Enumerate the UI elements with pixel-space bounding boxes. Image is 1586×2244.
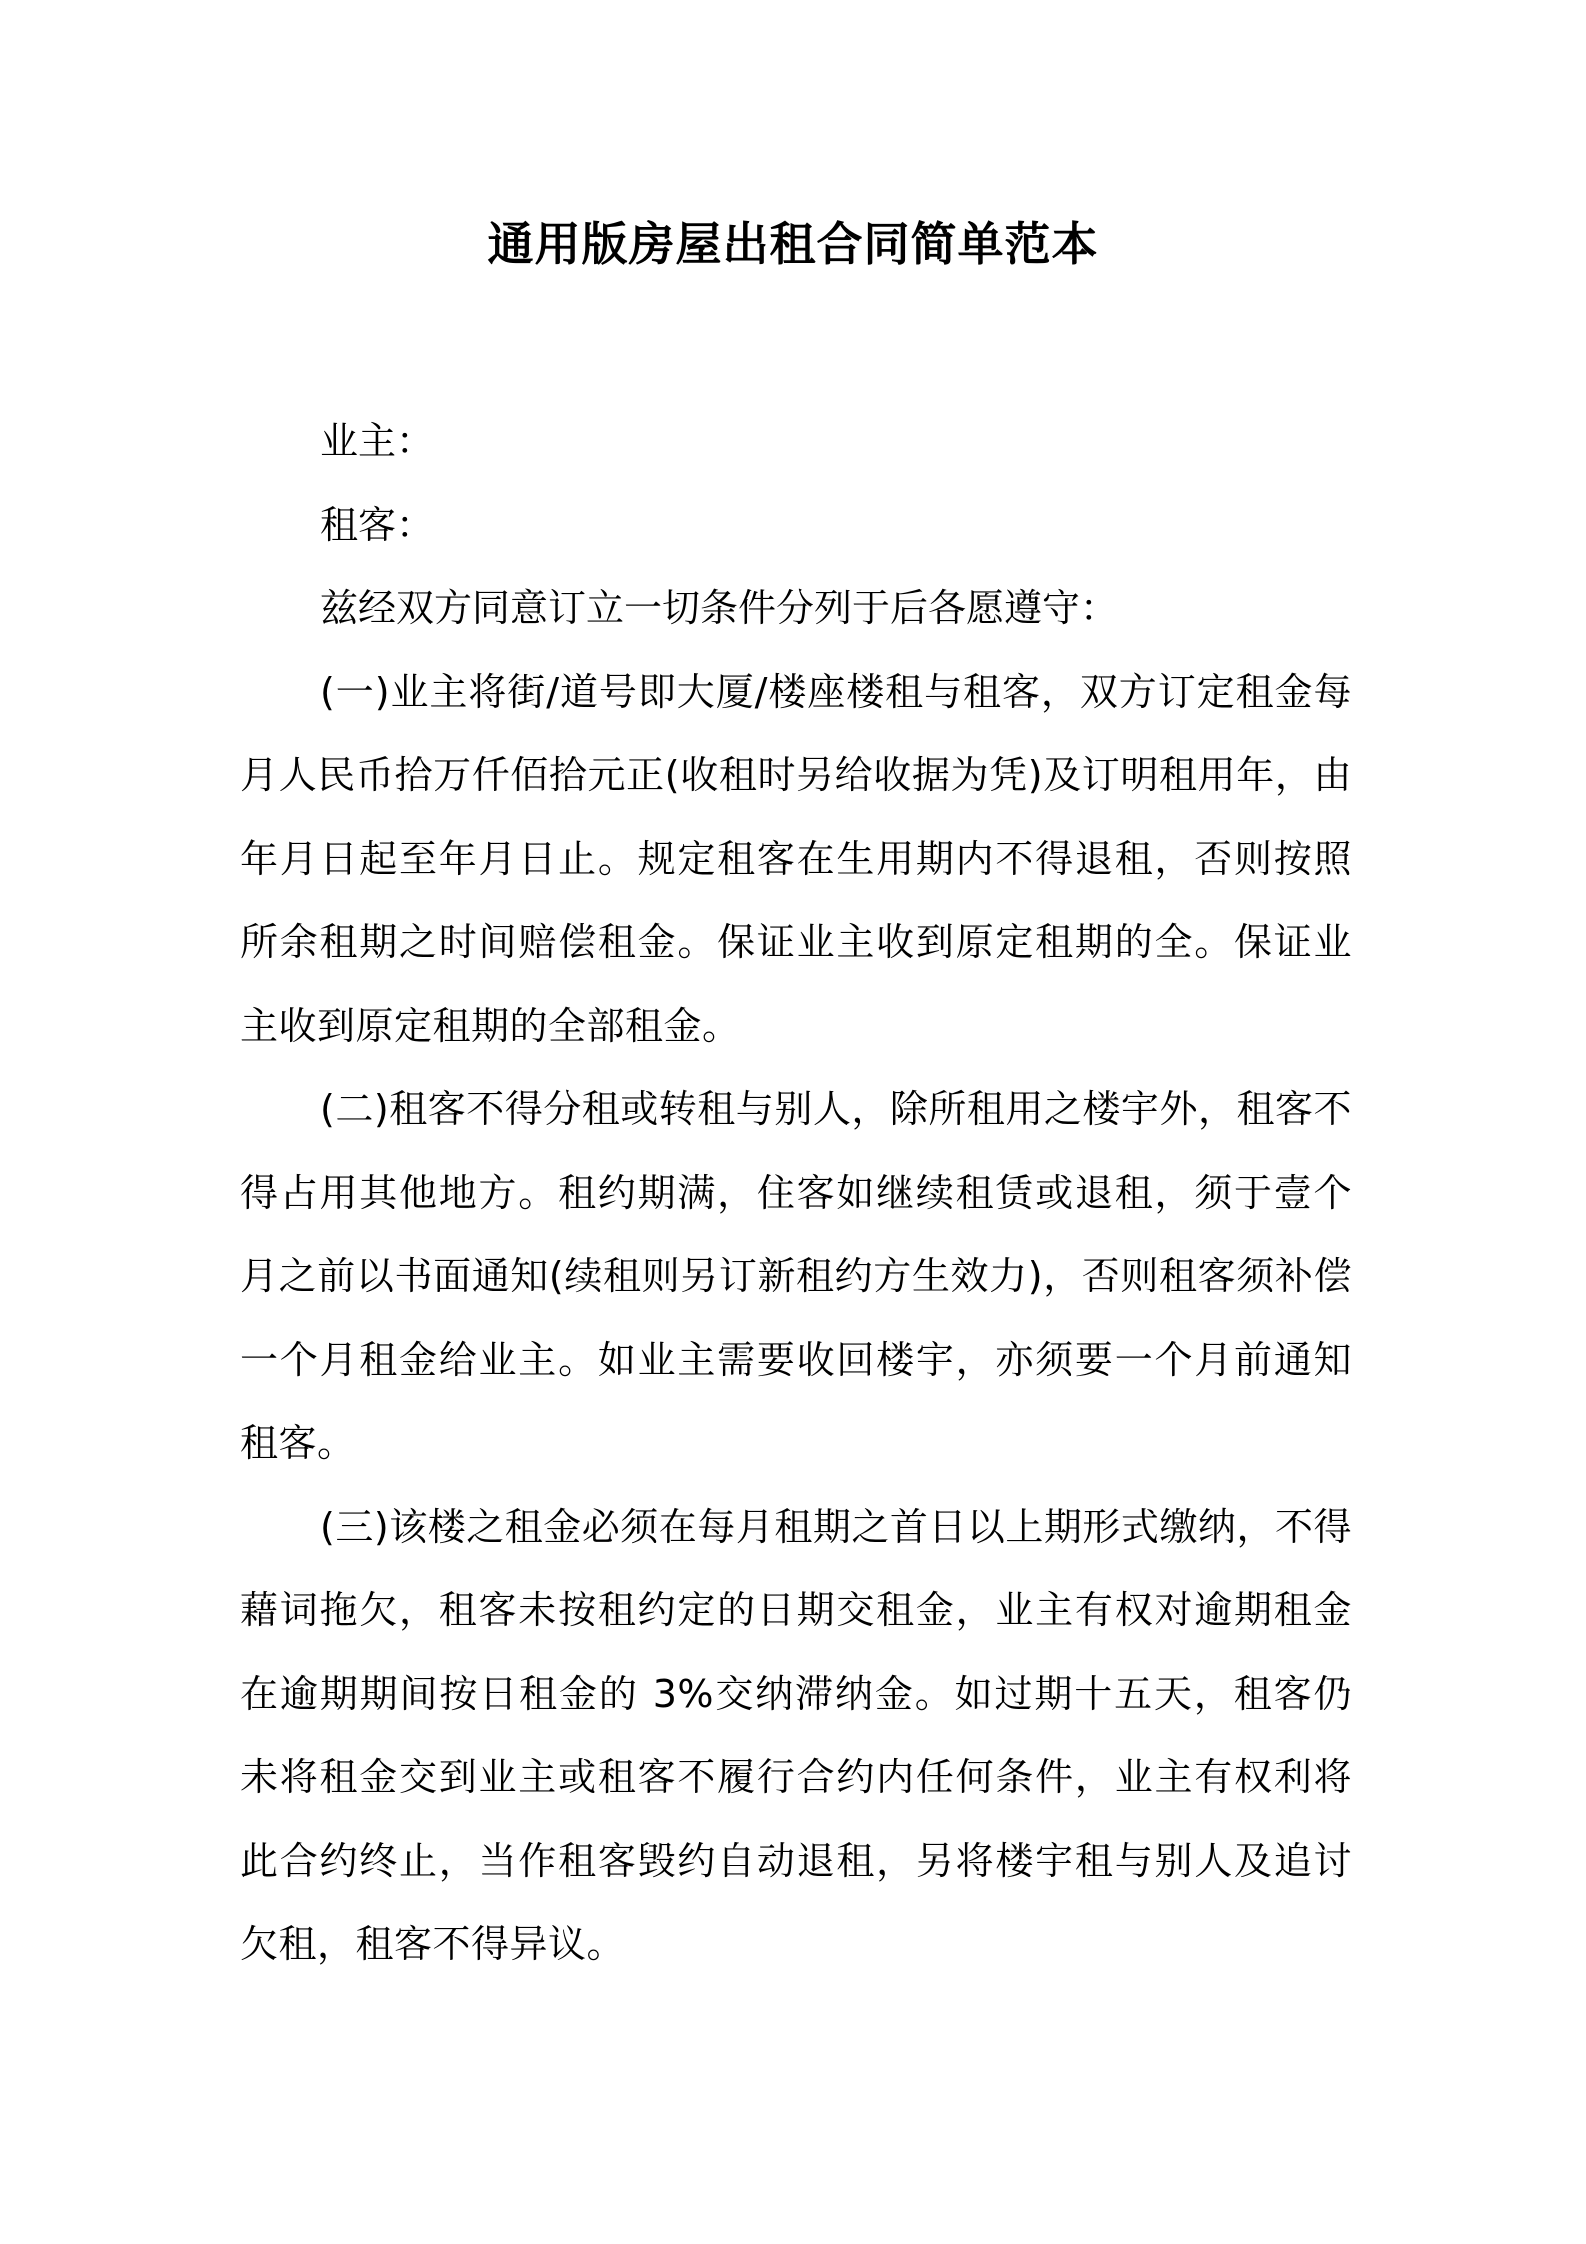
clause-1: (一)业主将街/道号即大厦/楼座楼租与租客，双方订定租金每月人民币拾万仟佰拾元正(收租时另给收据为凭)及订明租用年，由年月日起至年月日止。规定租客在生用期内不得退租，否则按照所余租期之时间赔偿租金。保证业主收到原定租期的全。保证业主收到原定租期的全部租金。	[240, 669, 1352, 1048]
document-title: 通用版房屋出租合同简单范本	[487, 217, 1099, 271]
intro-text: 兹经双方同意订立一切条件分列于后各愿遵守：	[320, 586, 1119, 630]
landlord-label: 业主：	[320, 419, 435, 463]
clause-2: (二)租客不得分租或转租与别人，除所租用之楼宇外，租客不得占用其他地方。租约期满，住客如继续租赁或退租，须于壹个月之前以书面通知(续租则另订新租约方生效力)，否则租客须补偿一个月租金给业主。如业主需要收回楼宇，亦须要一个月前通知租客。	[240, 1087, 1352, 1465]
tenant-label: 租客：	[320, 502, 435, 547]
clause-3: (三)该楼之租金必须在每月租期之首日以上期形式缴纳，不得藉词拖欠，租客未按租约定的日期交租金，业主有权对逾期租金在逾期期间按日租金的 3%交纳滞纳金。如过期十五天，租客仍未将租金交到业主或租客不履行合约内任何条件，业主有权利将此合约终止，当作租客毁约自动退租，另将楼宇租与别人及追讨欠租，租客不得异议。	[240, 1504, 1352, 1966]
document-body	[240, 400, 1352, 1987]
